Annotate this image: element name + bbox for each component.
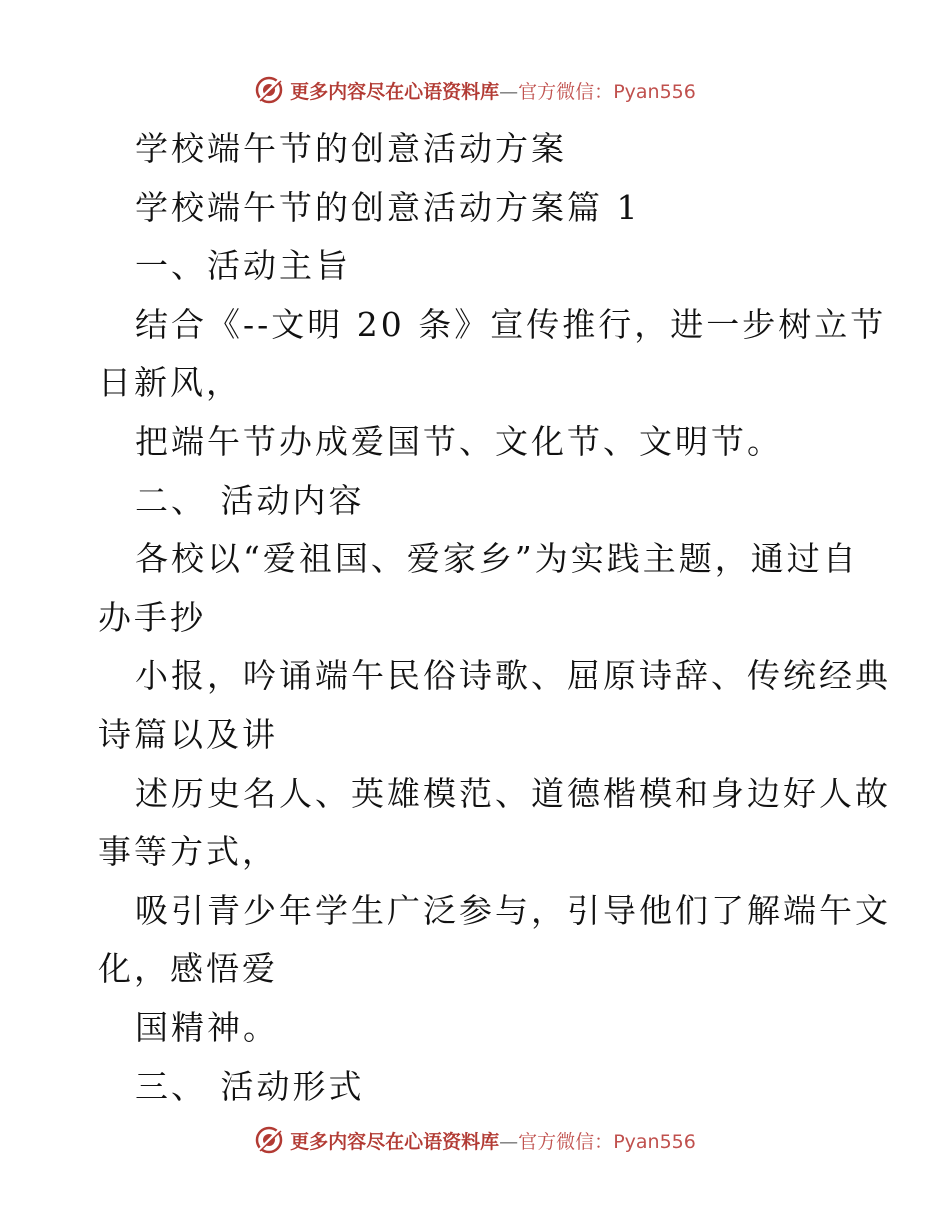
document-line: 述历史名人、英雄模范、道德楷模和身边好人故 [135,773,891,813]
document-line: 把端午节办成爱国节、文化节、文明节。 [135,421,783,461]
header-watermark-inner [254,75,696,105]
footer-watermark-inner [254,1125,696,1155]
document-line: 诗篇以及讲 [98,714,278,754]
document-line: 日新风， [98,363,242,403]
document-line: 小报，吟诵端午民俗诗歌、屈原诗辞、传统经典 [135,656,891,696]
watermark-dash: — [499,1130,519,1153]
watermark-site: 更多内容尽在心语资料库 [290,80,500,103]
header-watermark-text [290,77,696,104]
document-line: 学校端午节的创意活动方案篇 1 [135,187,641,227]
header-watermark [0,70,950,110]
document-line: 办手抄 [98,597,206,637]
logo-icon [254,1125,284,1155]
document-line: 三、 活动形式 [135,1066,365,1106]
document-line: 国精神。 [135,1007,279,1047]
document-line: 各校以“爱祖国、爱家乡”为实践主题，通过自 [135,539,859,579]
document-body [98,120,891,1116]
document-line: 一、活动主旨 [135,246,351,286]
document-line: 学校端午节的创意活动方案 [135,129,567,168]
watermark-wechat-label: 官方微信： [518,1130,614,1153]
document-line: 化，感悟爱 [98,949,278,989]
watermark-wechat-id: Pyan556 [613,80,696,103]
document-line: 事等方式， [98,832,278,872]
watermark-site: 更多内容尽在心语资料库 [290,1130,500,1153]
logo-icon [254,75,284,105]
document-line: 吸引青少年学生广泛参与，引导他们了解端午文 [135,890,891,930]
footer-watermark-text [290,1127,696,1154]
document-line: 结合《--文明 20 条》宣传推行，进一步树立节 [135,304,887,344]
footer-watermark [0,1120,950,1160]
document-line: 二、 活动内容 [135,480,365,520]
watermark-dash: — [499,80,519,103]
watermark-wechat-label: 官方微信： [518,80,614,103]
watermark-wechat-id: Pyan556 [613,1130,696,1153]
